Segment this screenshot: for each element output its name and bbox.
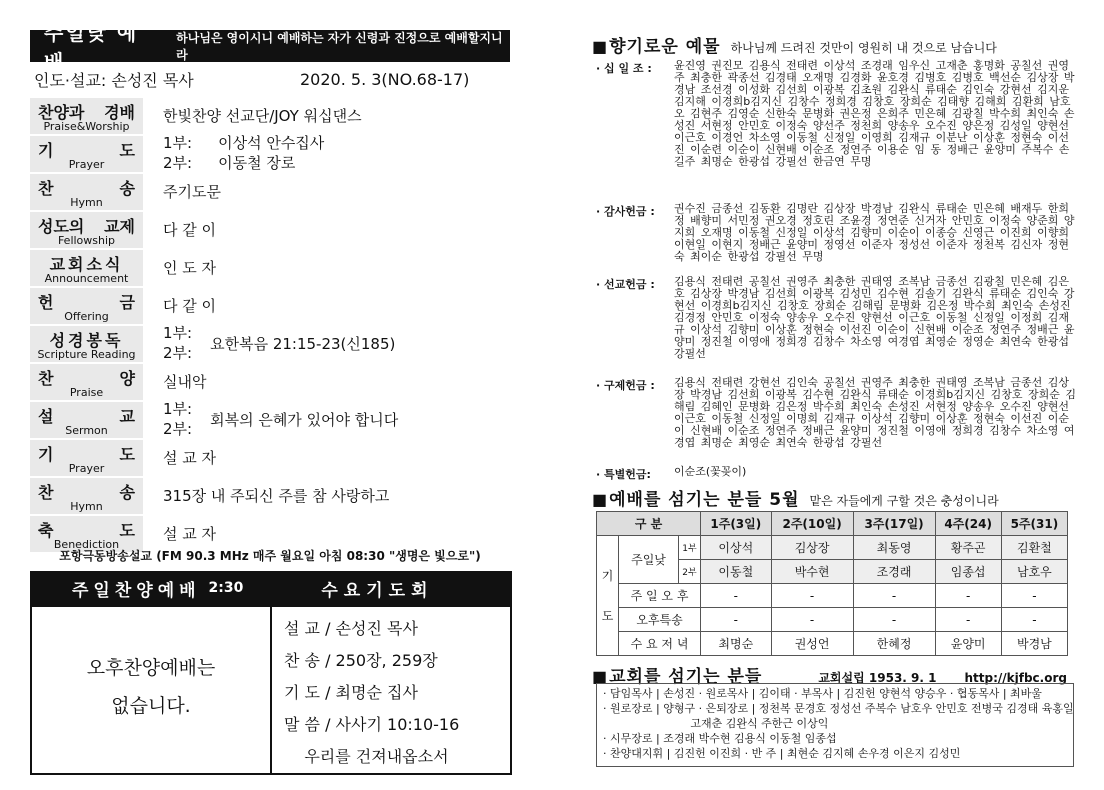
table-header: 구 분 (597, 512, 701, 536)
table-cell: - (853, 584, 935, 608)
staff-line: · 담임목사 | 손성진 · 원로목사 | 김이태 · 부목사 | 김진헌 양현석 양승우 · 협동목사 | 최바울 (603, 687, 1042, 700)
label-ko: 찬양과 (38, 103, 85, 122)
afternoon-message-line: 없습니다. (111, 695, 191, 717)
offering-names: 윤진영 권진모 김용식 전태련 이상석 조경래 임우신 고재춘 홍명화 공칠선 권영주 최충한 곽종선 김경태 오재명 김경화 윤호경 김병호 김병호 백선순 김상장 박경남 조선경 이성화 김선희 이광복 김초원 김완식 류태순 김인숙 강현선 김지운 김지해 이경희b김지신 김창수 정희경 김창호 장희순 김태향 김해희 김환희 남호오 김현주 김영순 신한숙 문병화 권은정 은희주 민은혜 김광칠 박수희 최인숙 손성진 서현정 안민호 이정숙 양선주 정천희 양송우 오수진 양은정 김성일 양현선 이근호 이경언 차소영 이동철 신정일 이영희 김재규 이분난 이상훈 정현숙 이선진 이순련 이순이 신현배 이순조 정연주 이용순 임 동 정배근 윤양미 주복수 손길주 최명순 한광섭 강필선 한금연 무명 (674, 59, 1075, 168)
table-header: 4주(24) (935, 512, 1001, 536)
staff-line: 고재춘 김완식 주한근 이상익 (603, 717, 829, 730)
table-row (597, 608, 1068, 632)
afternoon-time: 2:30 (208, 580, 244, 596)
order-content: 설 교 자 (163, 524, 217, 543)
staff-line: · 원로장로 | 양형구 · 은퇴장로 | 정천복 문경호 정성선 주복수 남호우 안민호 전병국 김경태 육홍일 (603, 702, 1074, 715)
prayer-leader: 이상석 안수집사 (218, 134, 325, 152)
wednesday-item: 우리를 건져내옵소서 (284, 747, 449, 766)
offering-label: · 감사헌금 : (596, 205, 655, 218)
order-row-praise-worship (30, 96, 510, 134)
order-content: 실내악 (163, 372, 207, 391)
label-en: Sermon (65, 424, 108, 437)
table-cell: 조경래 (853, 560, 935, 584)
order-content: 다 같 이 (163, 220, 217, 239)
offerings-note: 하나님께 드려진 것만이 영원히 내 것으로 남습니다 (730, 41, 997, 55)
label-ko: 송 (119, 179, 135, 198)
label-en: Praise (69, 386, 104, 399)
order-label (30, 362, 143, 400)
prayer-leader: 이동철 장로 (218, 154, 296, 172)
label-en: Hymn (70, 196, 103, 209)
order-content (143, 324, 510, 362)
part-label: 1부: (163, 324, 193, 342)
table-cell: 남호우 (1001, 560, 1067, 584)
label-ko: 설 (38, 407, 54, 426)
order-of-worship (30, 96, 510, 552)
table-cell: 최동영 (853, 536, 935, 560)
order-label (30, 476, 143, 514)
box-divider (270, 607, 272, 773)
order-content: 다 같 이 (163, 296, 217, 315)
order-label (30, 438, 143, 476)
order-label (30, 400, 143, 438)
label-ko: 성도의 (38, 217, 85, 236)
sermon-title: 회복의 은혜가 있어야 합니다 (210, 410, 399, 429)
order-content: 한빛찬양 선교단/JOY 워십댄스 (163, 106, 362, 125)
order-row-fellowship (30, 210, 510, 248)
square-icon: ■ (592, 37, 608, 56)
order-row-hymn (30, 172, 510, 210)
part-label: 2부 (679, 560, 701, 584)
church-url: http://kjfbc.org (964, 671, 1067, 685)
offering-group-relief (596, 377, 1076, 457)
table-cell: - (935, 584, 1001, 608)
staff-line: · 시무장로 | 조경래 박수현 김용식 이동철 임종섭 (603, 732, 837, 745)
leader: 인도·설교: 손성진 목사 (34, 70, 194, 90)
row-label: 오후특송 (619, 608, 701, 632)
label-ko: 교제 (104, 217, 135, 236)
order-label (30, 172, 143, 210)
wednesday-item: 말 씀 / 사사기 10:10-16 (284, 715, 460, 734)
offering-group-special (596, 466, 1076, 480)
offering-label: · 특별헌금: (596, 468, 651, 481)
part-label: 1부: (163, 134, 193, 152)
table-cell: 이상석 (701, 536, 772, 560)
table-cell: 김환철 (1001, 536, 1067, 560)
table-cell: 권성언 (771, 632, 853, 656)
label-ko: 도 (119, 521, 135, 540)
table-header-row (597, 512, 1068, 536)
part-label: 2부: (163, 154, 193, 172)
table-cell: - (1001, 608, 1067, 632)
table-cell: 최명순 (701, 632, 772, 656)
table-cell: 김상장 (771, 536, 853, 560)
offering-label: · 구제헌금 : (596, 379, 655, 392)
order-label (30, 286, 143, 324)
part-label: 1부: (163, 400, 193, 418)
label-ko: 찬 (38, 483, 54, 502)
label-en: Benediction (53, 538, 120, 551)
table-cell: 이동철 (701, 560, 772, 584)
label-ko: 헌 (38, 293, 54, 312)
part-label: 2부: (163, 420, 193, 438)
table-cell: 한혜정 (853, 632, 935, 656)
table-cell: - (701, 608, 772, 632)
order-label (30, 96, 143, 134)
order-row-praise (30, 362, 510, 400)
church-established: 교회설립 1953. 9. 1 (818, 671, 937, 685)
wednesday-title: 수요기도회 (321, 580, 434, 601)
afternoon-message (32, 649, 270, 725)
order-content: 인 도 자 (163, 258, 217, 277)
square-icon: ■ (592, 667, 608, 686)
offering-label: · 십 일 조 : (596, 62, 652, 75)
label-en: Announcement (44, 272, 129, 285)
label-en: Prayer (68, 158, 105, 171)
label-ko: 성경봉독 (49, 331, 124, 350)
table-cell: - (771, 608, 853, 632)
table-header: 2주(10일) (771, 512, 853, 536)
label-ko: 교회소식 (49, 255, 124, 274)
part-label: 1부 (679, 536, 701, 560)
table-header: 1주(3일) (701, 512, 772, 536)
order-content: 설 교 자 (163, 448, 217, 467)
radio-broadcast-note: 포항극동방송설교 (FM 90.3 MHz 매주 월요일 아침 08:30 "생명은 빛으로") (59, 549, 481, 563)
servers-note: 맡은 자들에게 구할 것은 충성이니라 (809, 494, 999, 508)
offering-names: 권수진 금종선 김동환 김명란 김상장 박경남 김완식 류태순 민은혜 배재두 한희정 배향미 서민정 권오경 정호린 조윤경 정연준 신거자 안민호 이정숙 양준희 양지희 오재명 이동철 신정일 이상석 김향미 이순이 이종승 신영근 이진희 이향희 이현일 이현지 정배근 윤양미 정영선 이준자 정성선 이준자 정천복 김신자 정현숙 최이순 한광섭 강필선 무명 (674, 202, 1075, 263)
order-row-hymn-2 (30, 476, 510, 514)
table-row (597, 536, 1068, 560)
sunday-label: 주일낮 (619, 536, 679, 584)
square-icon: ■ (592, 490, 608, 509)
offerings-title: 향기로운 예물 (609, 37, 721, 57)
worship-motto: 하나님은 영이시니 예배하는 자가 신령과 진정으로 예배할지니라 (176, 31, 503, 62)
label-en: Scripture Reading (37, 348, 136, 361)
order-content: 주기도문 (163, 182, 221, 201)
label-en: Praise&Worship (43, 120, 130, 133)
group-label-char: 도 (601, 608, 614, 623)
wednesday-item: 설 교 / 손성진 목사 (284, 619, 418, 638)
afternoon-section-bar (30, 571, 512, 605)
row-label: 수 요 저 녁 (619, 632, 701, 656)
table-cell: - (771, 584, 853, 608)
order-row-scripture (30, 324, 510, 362)
label-en: Fellowship (57, 234, 116, 247)
church-title: 교회를 섬기는 분들 (609, 667, 763, 687)
label-ko: 찬 (38, 179, 54, 198)
servers-title: 예배를 섬기는 분들 5월 (609, 490, 800, 510)
order-row-offering (30, 286, 510, 324)
table-cell: - (853, 608, 935, 632)
label-ko: 도 (119, 141, 135, 160)
row-label: 주 일 오 후 (619, 584, 701, 608)
table-cell: 윤양미 (935, 632, 1001, 656)
wednesday-item: 찬 송 / 250장, 259장 (284, 651, 438, 670)
label-ko: 축 (38, 521, 54, 540)
order-content (143, 134, 510, 172)
worship-title-bar (30, 21, 510, 74)
table-row (597, 632, 1068, 656)
order-row-sermon (30, 400, 510, 438)
offering-label: · 선교헌금 : (596, 278, 655, 291)
afternoon-title: 주일찬양예배 (72, 580, 201, 601)
label-ko: 기 (38, 141, 54, 160)
table-cell: 황주곤 (935, 536, 1001, 560)
label-en: Offering (64, 310, 109, 323)
wednesday-list (284, 613, 459, 773)
offering-names: 김용식 전태련 강현선 김인숙 공칠선 권영주 최충한 권태영 조복남 금종선 김상장 박경남 김선희 이광복 김수현 김완식 류태순 이경희b김지신 김창호 장희순 김해림 김혜인 문병화 김은정 박수희 최인숙 손성진 서현정 양송우 오수진 양현선 이근호 이동철 신정일 이명희 김재규 이상석 김향미 이상훈 정현숙 이선진 이순이 신현배 이순조 정연주 정배근 윤양미 정진철 이영애 정희경 김창수 차소영 여경엽 최명순 최영순 최연숙 한광섭 강필선 (674, 376, 1076, 449)
table-cell: 임종섭 (935, 560, 1001, 584)
order-row-announcement (30, 248, 510, 286)
label-en: Prayer (68, 462, 105, 475)
label-ko: 송 (119, 483, 135, 502)
group-label (597, 536, 619, 656)
table-cell: - (701, 584, 772, 608)
order-label (30, 210, 143, 248)
worship-title: 주일낮 예배 (44, 21, 139, 74)
table-cell: 박수현 (771, 560, 853, 584)
afternoon-box (30, 605, 512, 775)
scripture-text: 요한복음 21:15-23(신185) (210, 334, 396, 353)
order-label (30, 248, 143, 286)
label-ko: 경배 (104, 103, 135, 122)
offering-group-tithe (596, 60, 1076, 194)
order-content: 315장 내 주되신 주를 참 사랑하고 (163, 486, 390, 505)
offering-names: 김용식 전태련 공칠선 권영주 최충한 권태영 조복남 금종선 김광칠 민은혜 김은호 김상장 박경남 김선희 이광복 김성민 김수현 김솔기 김완식 류태순 김인숙 강현선 이경희b김지신 김창호 장희순 김해림 문병화 김은정 박수희 최인숙 손성진 김경정 안민호 이정숙 양송우 오수진 양현선 이근호 이동철 신정일 이정희 김재규 이상석 김향미 이상훈 정현숙 이선진 이순이 신현배 이순조 정연주 정배근 윤양미 정진철 이영애 정희경 김창수 차소영 여경엽 최영순 정영순 최연숙 한광섭 강필선 (674, 275, 1075, 360)
staff-line: · 찬양대지휘 | 김진헌 이진희 · 반 주 | 최현순 김지혜 손우경 이은지 김성민 (603, 747, 961, 760)
offering-names: 이순조(꽃꽂이) (674, 465, 747, 478)
afternoon-message-line: 오후찬양예배는 (86, 657, 216, 679)
label-ko: 교 (119, 407, 135, 426)
order-content (143, 400, 510, 438)
order-row-prayer-2 (30, 438, 510, 476)
label-ko: 양 (119, 369, 135, 388)
order-row-prayer (30, 134, 510, 172)
servers-header (592, 485, 999, 510)
service-date: 2020. 5. 3(NO.68-17) (300, 69, 470, 89)
servers-table (596, 511, 1068, 656)
table-cell: - (935, 608, 1001, 632)
offering-group-thanks (596, 203, 1076, 269)
wednesday-item: 기 도 / 최명순 집사 (284, 683, 418, 702)
group-label-char: 기 (601, 568, 614, 583)
table-row (597, 584, 1068, 608)
leader-line (30, 66, 510, 92)
table-header: 5주(31) (1001, 512, 1067, 536)
part-label: 2부: (163, 344, 193, 362)
label-ko: 기 (38, 445, 54, 464)
order-label (30, 134, 143, 172)
order-label (30, 324, 143, 362)
offerings-header (592, 32, 997, 57)
label-en: Hymn (70, 500, 103, 513)
label-ko: 찬 (38, 369, 54, 388)
church-staff-box (596, 683, 1074, 767)
table-header: 3주(17일) (853, 512, 935, 536)
label-ko: 도 (119, 445, 135, 464)
label-ko: 금 (119, 293, 135, 312)
table-cell: 박경남 (1001, 632, 1067, 656)
table-cell: - (1001, 584, 1067, 608)
offering-group-mission (596, 276, 1076, 368)
